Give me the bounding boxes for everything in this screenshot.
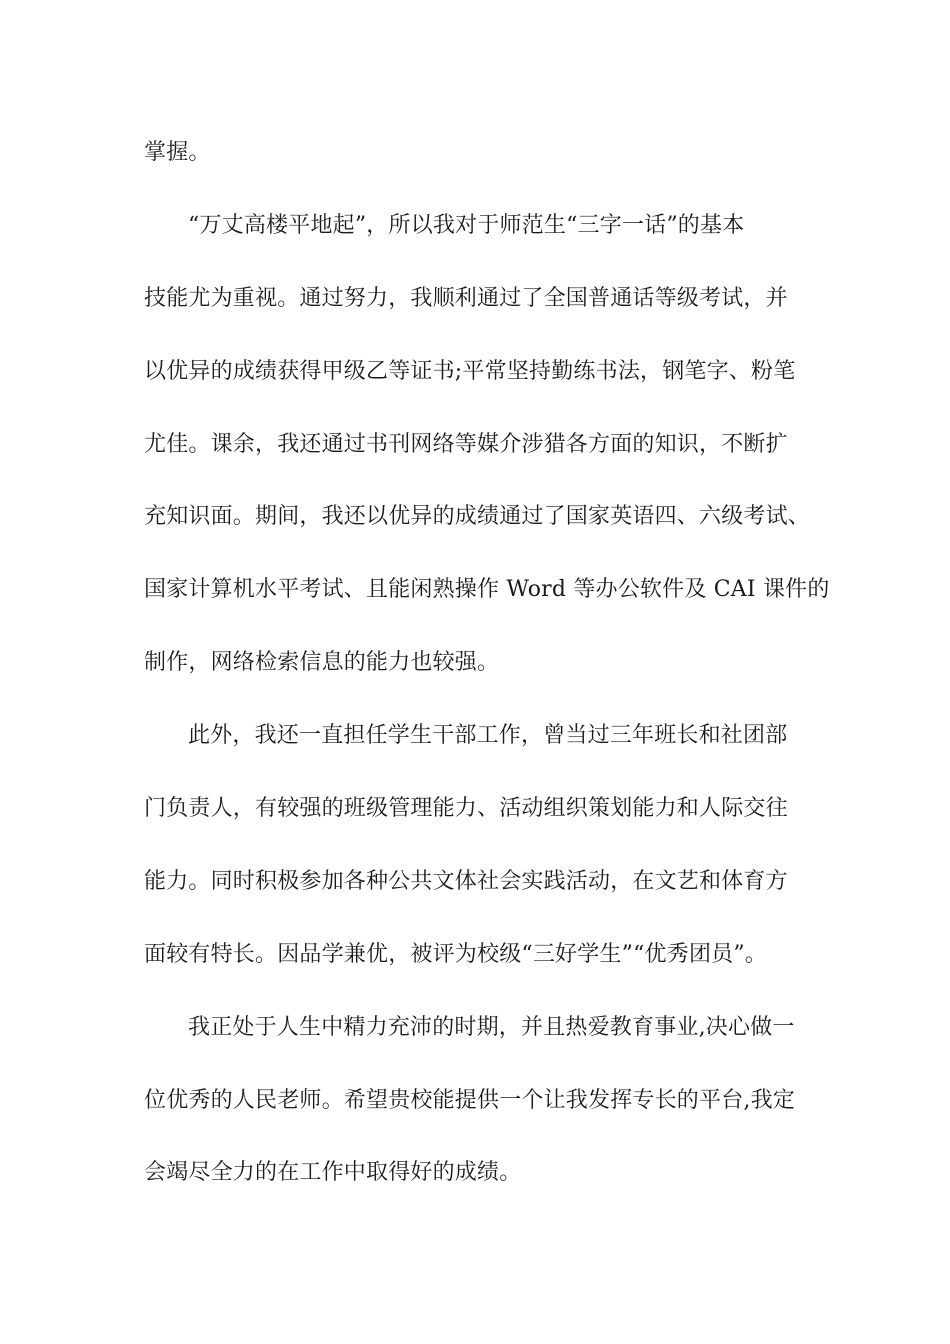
text-line: 国家计算机水平考试、且能闲熟操作 Word 等办公软件及 CAI 课件的 [144, 577, 830, 603]
text-line: 门负责人，有较强的班级管理能力、活动组织策划能力和人际交往 [144, 796, 788, 822]
text-line: “万丈高楼平地起”，所以我对于师范生“三字一话”的基本 [188, 212, 745, 238]
text-line: 此外，我还一直担任学生干部工作，曾当过三年班长和社团部 [188, 723, 788, 749]
text-line: 面较有特长。因品学兼优，被评为校级“三好学生”“优秀团员”。 [144, 941, 767, 967]
text-line: 充知识面。期间，我还以优异的成绩通过了国家英语四、六级考试、 [144, 504, 811, 530]
text-line: 以优异的成绩获得甲级乙等证书;平常坚持勤练书法，钢笔字、粉笔 [144, 358, 796, 384]
text-line: 技能尤为重视。通过努力，我顺利通过了全国普通话等级考试，并 [144, 285, 788, 311]
text-line: 我正处于人生中精力充沛的时期，并且热爱教育事业,决心做一 [188, 1014, 795, 1040]
text-line: 位优秀的人民老师。希望贵校能提供一个让我发挥专长的平台,我定 [144, 1087, 795, 1113]
text-line: 制作，网络检索信息的能力也较强。 [144, 650, 500, 676]
document-body [144, 128, 830, 1221]
text-line: 会竭尽全力的在工作中取得好的成绩。 [144, 1160, 522, 1186]
text-line: 能力。同时积极参加各种公共文体社会实践活动，在文艺和体育方 [144, 868, 788, 894]
text-line: 尤佳。课余，我还通过书刊网络等媒介涉猎各方面的知识，不断扩 [144, 431, 788, 457]
text-line: 掌握。 [144, 140, 211, 165]
